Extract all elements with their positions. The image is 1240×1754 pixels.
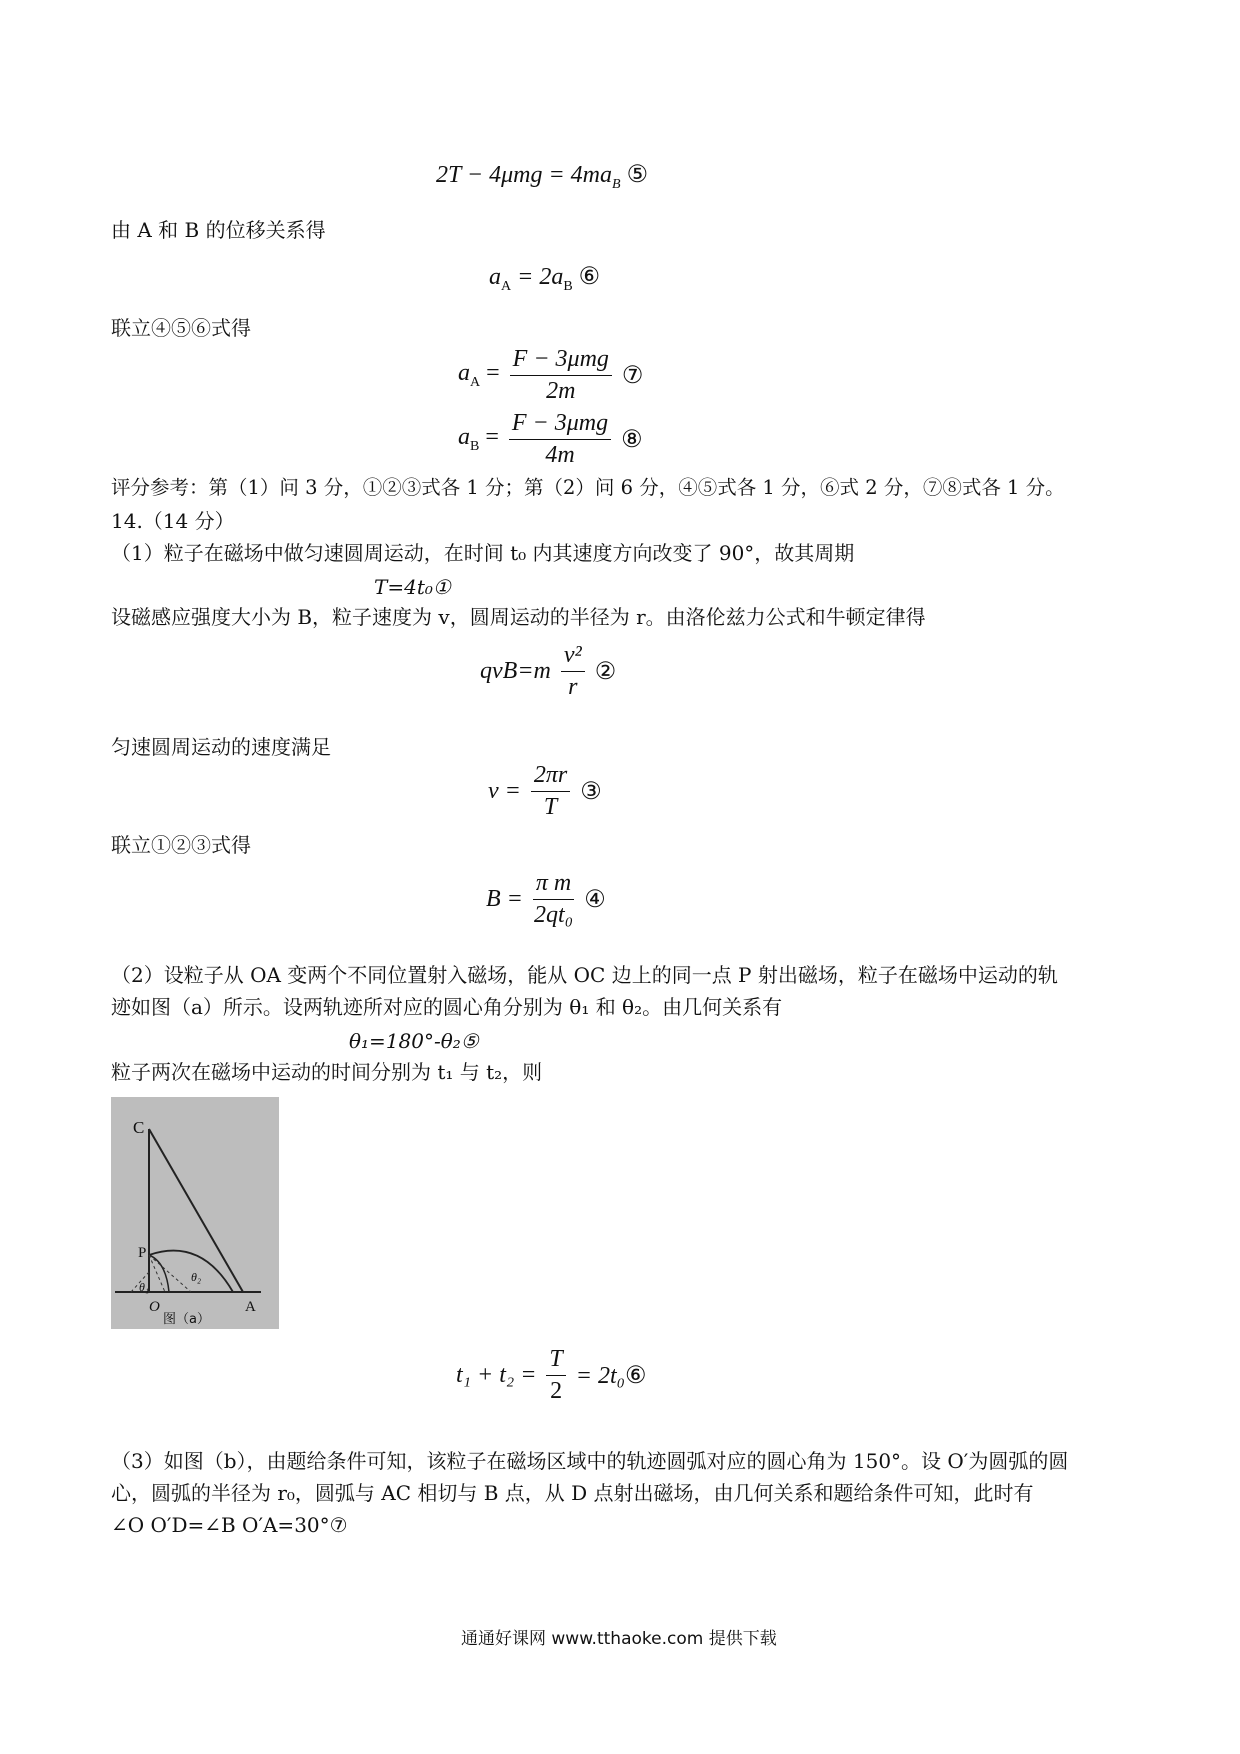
- text-q14-part3-line1: （3）如图（b），由题给条件可知，该粒子在磁场区域中的轨迹圆弧对应的圆心角为 150°。设 O′为圆弧的圆: [111, 1449, 1069, 1473]
- equation-1: T=4t₀①: [374, 575, 451, 599]
- equation-3-fraction: [531, 762, 570, 821]
- equation-5-tag: ⑤: [626, 162, 649, 188]
- equation-4-fraction: [533, 870, 574, 929]
- text-q14-part2-line1: （2）设粒子从 OA 变两个不同位置射入磁场，能从 OC 边上的同一点 P 射出磁场，粒子在磁场中运动的轨: [111, 963, 1058, 987]
- equation-6b: [456, 1346, 647, 1405]
- equation-3-denominator: T: [543, 794, 558, 820]
- equation-7-tag: ⑦: [621, 363, 644, 389]
- text-uniform: 匀速圆周运动的速度满足: [111, 735, 331, 759]
- text-q14-part3-line3: ∠O O′D=∠B O′A=30°⑦: [111, 1513, 348, 1537]
- equation-6-mid: = 2a: [511, 264, 564, 290]
- equation-2-tag: ②: [594, 659, 617, 685]
- page-footer: 通通好课网 www.tthaoke.com 提供下载: [461, 1629, 777, 1649]
- text-combine-123: 联立①②③式得: [111, 833, 251, 857]
- equation-5-body: 2T − 4μmg = 4ma: [436, 162, 613, 188]
- equation-3-lhs: v =: [488, 778, 521, 804]
- equation-7-lhs: a: [458, 360, 470, 387]
- equation-5-subscript: B: [612, 176, 621, 192]
- equation-3-numerator: 2πr: [531, 762, 570, 792]
- equation-6b-lhs: t₁ + t₂ =: [456, 1362, 537, 1388]
- equation-6: [489, 262, 600, 295]
- equation-2: [480, 642, 616, 701]
- equation-6-sub: B: [563, 278, 573, 294]
- text-eq-theta: [349, 1028, 479, 1054]
- text-q14-part1: （1）粒子在磁场中做匀速圆周运动，在时间 t₀ 内其速度方向改变了 90°，故其周期: [111, 541, 855, 565]
- text-times: 粒子两次在磁场中运动的时间分别为 t₁ 与 t₂，则: [111, 1060, 543, 1084]
- equation-2-denominator: r: [568, 674, 578, 700]
- equation-7-denominator: 2m: [546, 378, 576, 404]
- equation-4: [486, 870, 606, 929]
- equation-8-tag: ⑧: [621, 427, 643, 453]
- text-combine-456: 联立④⑤⑥式得: [111, 316, 251, 340]
- text-set-B: 设磁感应强度大小为 B，粒子速度为 v，圆周运动的半径为 r。由洛伦兹力公式和牛顿定律得: [111, 605, 926, 629]
- figure-label-theta1: θ₁: [139, 1280, 150, 1294]
- equation-6b-fraction: [546, 1346, 565, 1405]
- equation-7-fraction: [510, 346, 612, 405]
- equation-8: $a_B$ = $\frac{\text{F − 3μmg}}{4m}$ ⑧: [458, 410, 643, 468]
- figure-a-drawing: [111, 1097, 279, 1329]
- equation-6b-denominator: 2: [550, 1378, 563, 1404]
- equation-6-lhs: a: [489, 264, 501, 290]
- equation-3-tag: ③: [580, 779, 602, 805]
- equation-4-tag: ④: [584, 887, 606, 913]
- equation-7: $a_A$ = $\frac{\text{F − 3μmg}}{2m}$ ⑦: [458, 346, 644, 404]
- equation-4-denominator: 2qt₀: [534, 902, 574, 928]
- text-q14-header: 14.（14 分）: [111, 509, 235, 533]
- figure-caption: 图（a）: [163, 1312, 210, 1327]
- equation-6-lhs-sub: A: [501, 278, 512, 294]
- figure-label-a: A: [245, 1299, 256, 1315]
- figure-label-theta2: θ₂: [191, 1270, 202, 1284]
- equation-2-fraction: [561, 642, 585, 701]
- figure-label-c: C: [133, 1118, 145, 1137]
- text-q14-part2-line2: 迹如图（a）所示。设两轨迹所对应的圆心角分别为 θ₁ 和 θ₂。由几何关系有: [111, 995, 783, 1019]
- text-ab-relation: 由 A 和 B 的位移关系得: [111, 218, 326, 242]
- figure-a: [111, 1097, 279, 1329]
- equation-4-lhs: B =: [486, 886, 523, 912]
- equation-2-lhs: qvB=m: [480, 658, 551, 684]
- equation-4-numerator: π m: [533, 870, 574, 900]
- equation-8-fraction: [509, 410, 611, 469]
- equation-6b-tag: ⑥: [625, 1363, 647, 1389]
- figure-label-p: P: [138, 1245, 147, 1261]
- equation-3: [488, 762, 602, 821]
- equation-7-numerator: F − 3μmg: [510, 346, 612, 376]
- equation-6b-numerator: T: [546, 1346, 565, 1376]
- text-eq-T: [374, 574, 451, 600]
- equation-8-numerator: F − 3μmg: [509, 410, 611, 440]
- equation-6b-rhs: = 2t₀: [575, 1363, 625, 1389]
- equation-7-sub: A: [470, 374, 481, 390]
- equation-6-tag: ⑥: [578, 264, 601, 290]
- text-q14-part3-line2: 心，圆弧的半径为 r₀，圆弧与 AC 相切与 B 点，从 D 点射出磁场，由几何关系和题给条件可知，此时有: [111, 1481, 1034, 1505]
- figure-label-o: O: [149, 1299, 160, 1315]
- text-scoring: 评分参考：第（1）问 3 分，①②③式各 1 分；第（2）问 6 分，④⑤式各 1 分，⑥式 2 分，⑦⑧式各 1 分。: [111, 476, 1065, 499]
- equation-8-sub: B: [470, 438, 480, 454]
- equation-8-denominator: 4m: [545, 442, 575, 468]
- equation-2-numerator: v²: [561, 642, 585, 672]
- equation-5: [436, 160, 648, 193]
- equation-5-theta: θ₁=180°-θ₂⑤: [349, 1029, 479, 1053]
- equation-8-lhs: a: [458, 424, 470, 451]
